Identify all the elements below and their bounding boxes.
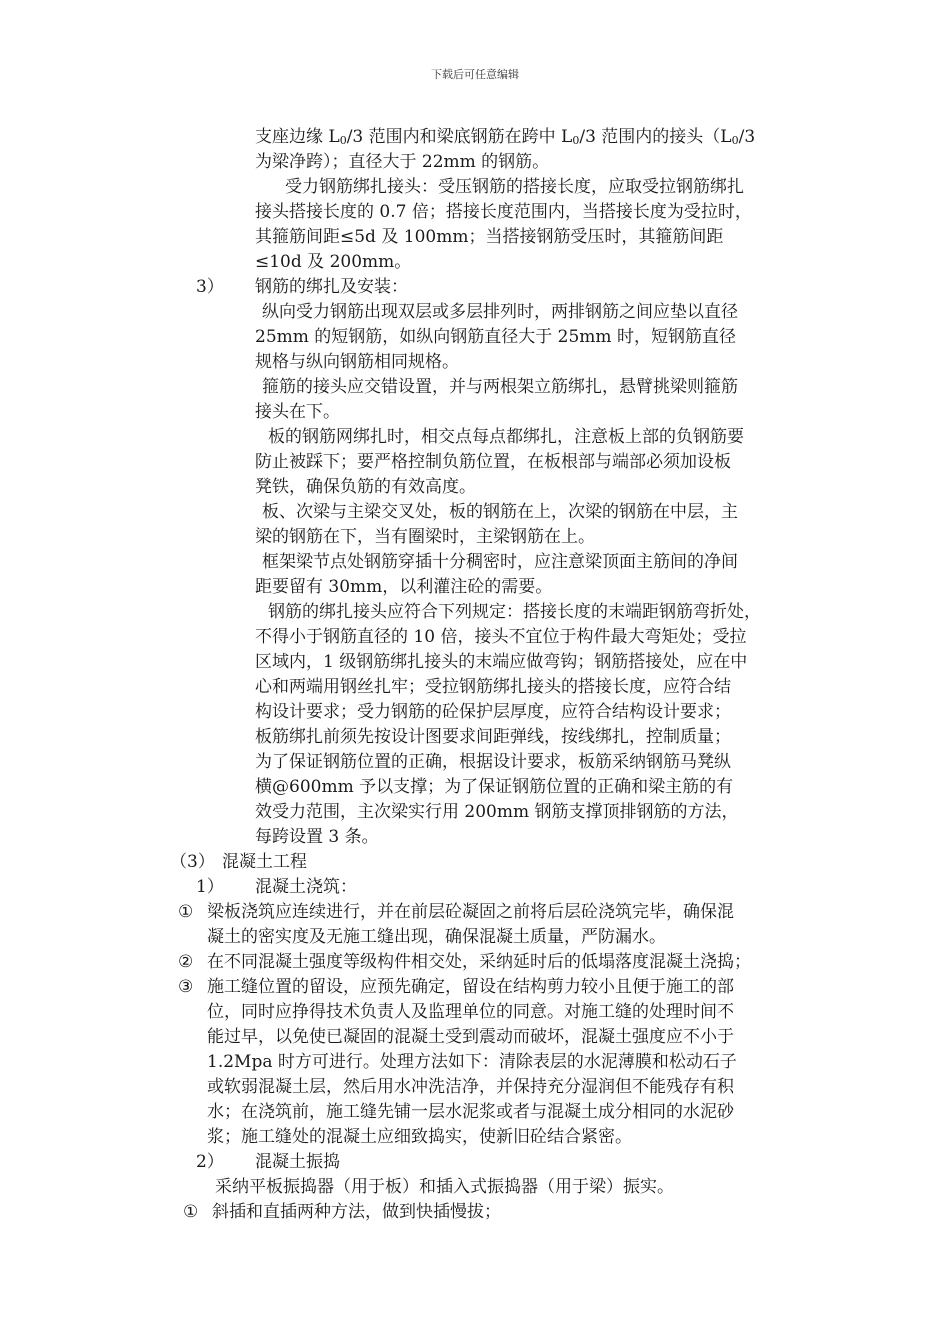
section-heading: 混凝土浇筑：	[255, 877, 357, 897]
text-line: 为了保证钢筋位置的正确，根据设计要求，板筋采纳钢筋马凳纵	[255, 752, 731, 772]
section-heading: 钢筋的绑扎及安装：	[255, 277, 408, 297]
text-line: 支座边缘 $L_0/3$ 范围内和梁底钢筋在跨中 $L_0/3$ 范围内的接头（$L_0/3$	[255, 127, 756, 147]
text-line: 斜插和直插两种方法，做到快插慢拔；	[212, 1202, 501, 1222]
text-line: 纵向受力钢筋出现双层或多层排列时，两排钢筋之间应垫以直径	[262, 302, 738, 322]
text-line: 其箍筋间距≤5d 及 100mm；当搭接钢筋受压时，其箍筋间距	[255, 227, 724, 247]
text-line: 箍筋的接头应交错设置，并与两根架立筋绑扎，悬臂挑梁则箍筋	[262, 377, 738, 397]
text-line: 防止被踩下；要严格控制负筋位置，在板根部与端部必须加设板	[255, 452, 731, 472]
text-line: 梁的钢筋在下，当有圈梁时，主梁钢筋在上。	[255, 527, 595, 547]
text-line: ≤10d 及 200mm。	[255, 252, 412, 272]
page-header: 下载后可任意编辑	[431, 68, 519, 81]
text-line: 区域内，1 级钢筋绑扎接头的末端应做弯钩；钢筋搭接处，应在中	[255, 652, 748, 672]
text-line: 施工缝位置的留设，应预先确定，留设在结构剪力较小且便于施工的部	[207, 977, 734, 997]
list-marker: ①	[183, 1202, 199, 1222]
text-line: 规格与纵向钢筋相同规格。	[255, 352, 459, 372]
list-marker: （3）	[170, 852, 215, 872]
list-marker: 3）	[196, 277, 224, 297]
text-line: 采纳平板振捣器（用于板）和插入式振捣器（用于梁）振实。	[215, 1177, 674, 1197]
text-line: 板筋绑扎前须先按设计图要求间距弹线，按线绑扎，控制质量；	[255, 727, 731, 747]
text-line: 框架梁节点处钢筋穿插十分稠密时，应注意梁顶面主筋间的净间	[262, 552, 738, 572]
list-marker: 1）	[196, 877, 224, 897]
text-line: 凳铁，确保负筋的有效高度。	[255, 477, 476, 497]
text-line: 效受力范围，主次梁实行用 200mm 钢筋支撑顶排钢筋的方法，	[255, 802, 739, 822]
text-line: 构设计要求；受力钢筋的砼保护层厚度，应符合结构设计要求；	[255, 702, 731, 722]
text-line: 凝土的密实度及无施工缝出现，确保混凝土质量，严防漏水。	[207, 927, 666, 947]
list-marker: ②	[178, 952, 194, 972]
text-line: 为梁净跨）；直径大于 22mm 的钢筋。	[255, 152, 550, 172]
section-heading: 混凝土工程	[222, 852, 307, 872]
text-line: 每跨设置 3 条。	[255, 827, 379, 847]
text-line: 浆；施工缝处的混凝土应细致捣实，使新旧砼结合紧密。	[207, 1127, 632, 1147]
text-line: 1.2Mpa 时方可进行。处理方法如下：清除表层的水泥薄膜和松动石子	[207, 1052, 737, 1072]
text-line: 距要留有 30mm，以利灌注砼的需要。	[255, 577, 553, 597]
text-line: 心和两端用钢丝扎牢；受拉钢筋绑扎接头的搭接长度，应符合结	[255, 677, 731, 697]
list-marker: ③	[178, 977, 194, 997]
text-line: 板的钢筋网绑扎时，相交点每点都绑扎，注意板上部的负钢筋要	[268, 427, 744, 447]
text-line: 25mm 的短钢筋，如纵向钢筋直径大于 25mm 时，短钢筋直径	[255, 327, 736, 347]
text-line: 接头搭接长度的 0.7 倍；搭接长度范围内，当搭接长度为受拉时，	[255, 202, 752, 222]
section-heading: 混凝土振捣	[255, 1152, 340, 1172]
list-marker: ①	[178, 902, 194, 922]
text-line: 能过早，以免使已凝固的混凝土受到震动而破坏，混凝土强度应不小于	[207, 1027, 734, 1047]
text-line: 钢筋的绑扎接头应符合下列规定：搭接长度的末端距钢筋弯折处，	[268, 602, 761, 622]
text-line: 梁板浇筑应连续进行，并在前层砼凝固之前将后层砼浇筑完毕，确保混	[207, 902, 734, 922]
text-line: 接头在下。	[255, 402, 340, 422]
text-line: 板、次梁与主梁交叉处，板的钢筋在上，次梁的钢筋在中层，主	[262, 502, 738, 522]
text-line: 不得小于钢筋直径的 10 倍，接头不宜位于构件最大弯矩处；受拉	[255, 627, 747, 647]
list-marker: 2）	[196, 1152, 224, 1172]
text-line: 位，同时应挣得技术负责人及监理单位的同意。对施工缝的处理时间不	[207, 1002, 734, 1022]
text-line: 水；在浇筑前，施工缝先铺一层水泥浆或者与混凝土成分相同的水泥砂	[207, 1102, 734, 1122]
text-line: 或软弱混凝土层，然后用水冲洗洁净，并保持充分湿润但不能残存有积	[207, 1077, 734, 1097]
text-line: 横@600mm 予以支撑；为了保证钢筋位置的正确和梁主筋的有	[255, 777, 734, 797]
text-line: 受力钢筋绑扎接头：受压钢筋的搭接长度，应取受拉钢筋绑扎	[285, 177, 744, 197]
text-line: 在不同混凝土强度等级构件相交处，采纳延时后的低塌落度混凝土浇捣；	[207, 952, 751, 972]
